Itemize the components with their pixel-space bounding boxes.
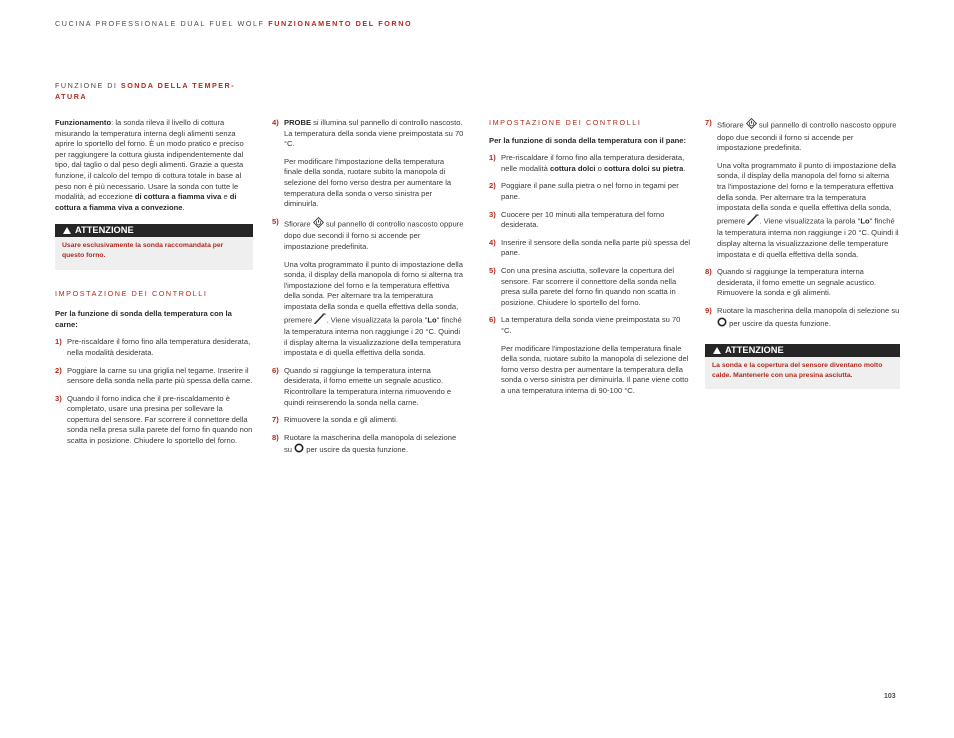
off-position-icon: [717, 317, 727, 331]
step-text: Quando il forno indica che il pre-riscaldamento è completato, usare una presina per sollevare la copertura del sensore. Far scorrere il connettore della sonda nella presa sulla parete del forno fin quando non scatta in posizione. Chiudere lo sportello del forno.: [67, 393, 253, 446]
step-6: [489, 315, 691, 336]
step-number: 1): [489, 153, 496, 163]
warning-box: [55, 224, 253, 269]
running-header: [55, 19, 412, 30]
step-text-b: per uscire da questa funzione.: [727, 318, 831, 328]
step-5-paragraph: [272, 260, 464, 359]
step-text-a: Sfiorare: [284, 219, 313, 229]
step-text-end: .: [683, 163, 686, 173]
mode-cottura-dolci-pietra: cottura dolci su pietra: [604, 163, 684, 173]
step-number: 5): [272, 216, 279, 226]
step-number: 6): [272, 365, 279, 375]
step-number: 4): [272, 118, 279, 127]
section-title-prefix: FUNZIONE DI: [55, 81, 118, 90]
step-text: Rimuovere la sonda e gli alimenti.: [284, 415, 398, 425]
step-4: [489, 238, 691, 259]
header-product: CUCINA PROFESSIONALE DUAL FUEL WOLF: [55, 19, 265, 28]
intro-text: : la sonda rileva il livello di cottura misurando la temperatura interna degli alimenti senza aprire lo sportello del forno. È un modo pratico e preciso per raggiungere la cottura giusta indipendentemente dal tipo, dal taglio o dal peso degli alimenti. Grazie a questa funzione, il calcolo del tempo di cottura totale in base al peso non è più necessario. Usare la sonda con tutte le modalità, ad eccezione: [55, 118, 244, 202]
probe-label: PROBE: [284, 118, 312, 127]
intro-bold-1: di cottura a fiamma viva: [134, 192, 222, 202]
step-text-a: Sfiorare: [717, 120, 746, 130]
warning-title: ATTENZIONE: [725, 345, 784, 356]
step-number: 8): [272, 432, 279, 442]
step-3: [55, 394, 253, 447]
para-text-b: . Viene visualizzata la parola ": [326, 314, 428, 324]
step-6-paragraph: Per modificare l'impostazione della temperatura finale della sonda, ruotare subito la manopola di selezione del forno verso destra per aumentare la temperatura della sonda o verso sinistra per diminuirla. Il pane viene cotto a una temperatura interna di 90-100 °C.: [501, 343, 689, 395]
step-8: [272, 433, 464, 457]
page-number: 103: [884, 693, 896, 700]
step-number: 3): [489, 209, 496, 219]
step-number: 8): [705, 267, 712, 277]
power-touch-icon: [313, 217, 324, 232]
warning-text: Usare esclusivamente la sonda raccomandata per questo forno.: [62, 242, 224, 259]
step-number: 3): [55, 393, 62, 403]
probe-icon: [747, 214, 759, 229]
step-9: [705, 306, 900, 330]
step-text: Inserire il sensore della sonda nella parte più spessa del pane.: [501, 237, 691, 258]
power-touch-icon: [746, 118, 757, 133]
step-number: 5): [489, 265, 496, 275]
step-text: Cuocere per 10 minuti alla temperatura del forno desiderata.: [501, 209, 665, 230]
section-title: [55, 80, 255, 102]
para-text-c: " finché la temperatura interna non raggiunge i 20 °C. Quindi il display alterna la visualizzazione delle temperature impostata e di quella effettiva della sonda.: [717, 216, 899, 259]
column-3: [489, 118, 691, 403]
step-number: 7): [272, 415, 279, 425]
step-4: [272, 118, 464, 150]
para-text-a: Una volta programmato il punto di impostazione della sonda, il display della manopola del forno si alterna tra l'impostazione del forno e la temperatura effettiva della sonda. Per alternare tra la temperatura impostata della sonda e quella effettiva della sonda, premere: [717, 160, 896, 226]
step-text-a: Ruotare la mascherina della manopola di selezione su: [284, 432, 457, 455]
step-7: [272, 415, 464, 426]
step-5: [272, 217, 464, 253]
off-position-icon: [294, 443, 304, 457]
step-5: [489, 266, 691, 308]
probe-icon: [314, 313, 326, 328]
column-1: [55, 118, 253, 454]
step-7-paragraph: [705, 161, 900, 260]
step-number: 9): [705, 305, 712, 315]
warning-header: [55, 224, 253, 237]
step-text: Poggiare il pane sulla pietra o nel forno in tegami per pane.: [501, 181, 679, 201]
step-4-paragraph: Per modificare l'impostazione della temperatura finale della sonda, ruotare subito la manopola di selezione del forno verso destra per aumentare la temperatura della sonda o verso sinistra per diminuirla.: [284, 156, 452, 209]
step-text: La temperatura della sonda viene preimpostata su 70 °C.: [501, 315, 681, 335]
step-number: 1): [55, 337, 62, 347]
step-text-b: per uscire da questa funzione.: [304, 445, 408, 455]
section-title-accent: SONDA DELLA TEMPER-ATURA: [55, 81, 236, 101]
column-2: [272, 118, 464, 464]
step-1: [489, 153, 691, 174]
mode-cottura-dolci: cottura dolci: [549, 163, 596, 173]
header-section: FUNZIONAMENTO DEL FORNO: [268, 19, 413, 28]
step-text-a: Ruotare la mascherina della manopola di selezione su: [717, 305, 900, 315]
step-text-b: sul pannello di controllo nascosto oppure dopo due secondi il forno si accende per impostazione predefinita.: [717, 120, 897, 153]
intro-and: e: [221, 192, 230, 202]
warning-title: ATTENZIONE: [75, 225, 134, 236]
step-7: [705, 118, 900, 154]
lo-label: Lo: [860, 216, 870, 226]
step-text: Quando si raggiunge la temperatura interna desiderata, il forno emette un segnale acustico. Rimuovere la sonda e gli alimenti.: [717, 267, 877, 298]
step-text: si illumina sul pannello di controllo nascosto. La temperatura della sonda viene preimpostata su 70 °C.: [284, 118, 464, 149]
step-1: [55, 337, 253, 358]
steps-lead: Per la funzione di sonda della temperatura con la carne:: [55, 309, 232, 329]
intro-end: .: [182, 202, 185, 212]
step-text: Pre-riscaldare il forno fino alla temperatura desiderata, nella modalità desiderata.: [67, 337, 251, 357]
steps-lead: Per la funzione di sonda della temperatura con il pane:: [489, 135, 687, 145]
step-3: [489, 210, 691, 231]
column-4: [705, 118, 900, 396]
step-number: 2): [55, 365, 62, 375]
warning-header: [705, 344, 900, 357]
intro-term: Funzionamento: [55, 118, 112, 127]
step-text: Pre-riscaldare il forno fino alla temperatura desiderata, nelle modalità: [501, 153, 685, 173]
step-6: [272, 366, 464, 408]
step-8: [705, 267, 900, 299]
step-text-or: o: [595, 163, 604, 173]
step-2: [489, 181, 691, 202]
para-text-c: " finché la temperatura interna non raggiunge i 20 °C. Quindi il display alterna la visualizzazione della temperatura impostata e di quella effettiva della sonda.: [284, 314, 462, 358]
step-text: Poggiare la carne su una griglia nel tegame. Inserire il sensore della sonda nella parte più spessa della carne.: [67, 365, 253, 386]
warning-box: [705, 344, 900, 389]
lo-label: Lo: [427, 314, 437, 324]
warning-triangle-icon: [713, 347, 721, 354]
step-number: 6): [489, 315, 496, 325]
para-text-a: Una volta programmato il punto di impostazione della sonda, il display della manopola di forno si alterna tra l'impostazione del forno e la temperatura effettiva della sonda. Per alternare tra la temperatura impostata della sonda e quella effettiva della sonda, premere: [284, 259, 463, 324]
step-number: 2): [489, 181, 496, 191]
step-2: [55, 366, 253, 387]
step-text: Con una presina asciutta, sollevare la copertura del sensore. Far scorrere il connettore della sonda nella presa sulla parete del forno fin quando non scatta in posizione. Chiudere lo sportello del forno.: [501, 265, 677, 307]
step-number: 7): [705, 118, 712, 127]
intro-bold-2: di cottura a fiamma viva a convezione: [55, 192, 237, 212]
step-text: Quando si raggiunge la temperatura interna desiderata, il forno emette un segnale acustico. Ricontrollare la temperatura interna rimuovendo e quindi reinserendo la sonda nella carne.: [284, 365, 452, 407]
step-number: 4): [489, 237, 496, 247]
warning-triangle-icon: [63, 227, 71, 234]
intro-paragraph: [55, 118, 253, 213]
warning-text: La sonda e la copertura del sensore diventano molto calde. Mantenerle con una presina asciutta.: [712, 362, 883, 379]
subheading: IMPOSTAZIONE DEI CONTROLLI: [489, 118, 642, 127]
para-text-b: . Viene visualizzata la parola ": [759, 216, 861, 226]
subheading: IMPOSTAZIONE DEI CONTROLLI: [55, 288, 208, 298]
step-text-b: sul pannello di controllo nascosto oppure dopo due secondi il forno si accende per impostazione predefinita.: [284, 219, 464, 251]
